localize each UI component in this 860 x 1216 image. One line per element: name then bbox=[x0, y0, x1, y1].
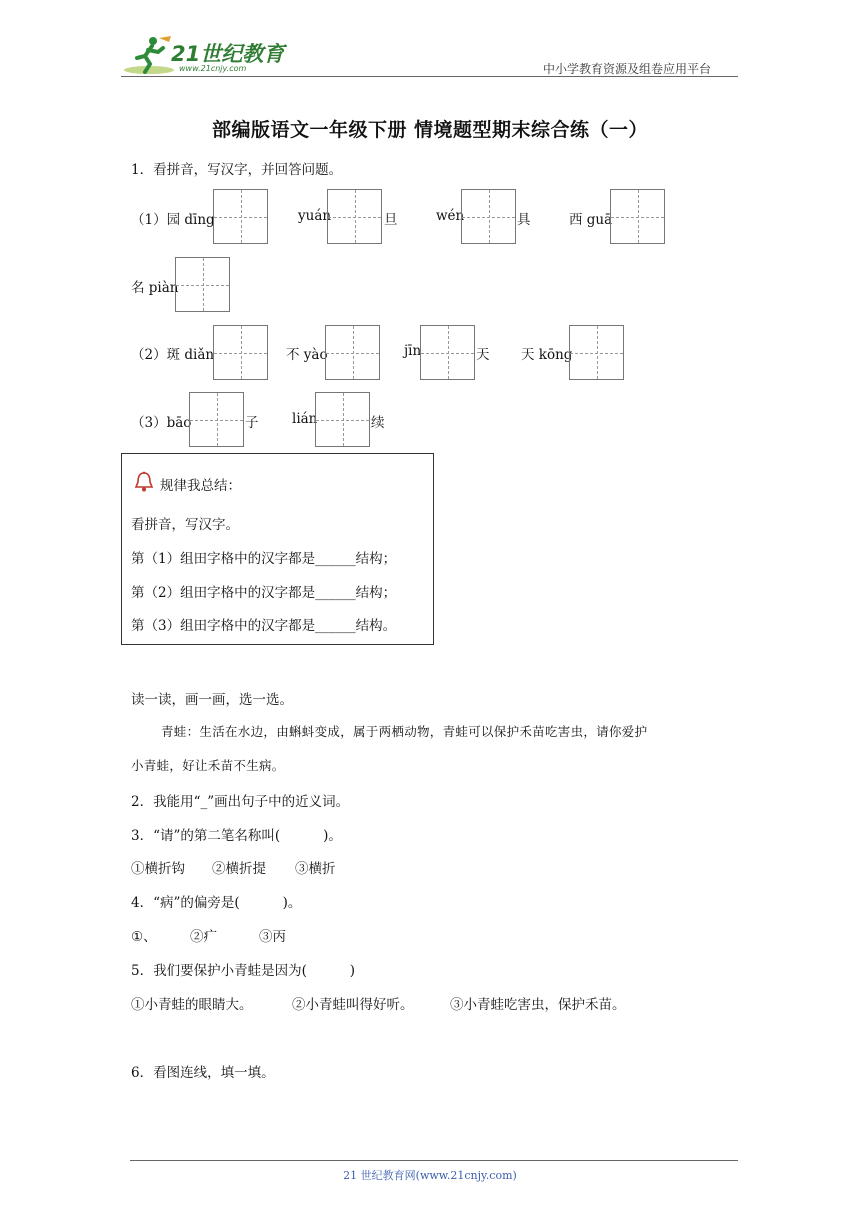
g3-label: （3）bāo bbox=[131, 415, 192, 431]
platform-name: 中小学教育资源及组卷应用平台 bbox=[543, 62, 712, 76]
tianzi-grid[interactable] bbox=[610, 189, 665, 244]
question-6: 6．看图连线，填一填。 bbox=[131, 1065, 275, 1081]
q3-option-1[interactable]: ①横折钩 bbox=[131, 861, 185, 877]
pinyin-mingpian: 名 piàn bbox=[131, 280, 179, 296]
pinyin-jin: jīn bbox=[404, 343, 422, 359]
pinyin-wen: wén bbox=[436, 208, 465, 224]
q5-option-1[interactable]: ①小青蛙的眼睛大。 bbox=[131, 997, 253, 1013]
question-1-prompt: 1．看拼音，写汉字，并回答问题。 bbox=[131, 162, 343, 178]
runner-icon bbox=[123, 34, 175, 76]
char-tian: 天 bbox=[476, 347, 490, 363]
tianzi-grid[interactable] bbox=[315, 392, 370, 447]
pinyin-tiankong: 天 kōng bbox=[521, 347, 573, 363]
tianzi-grid[interactable] bbox=[325, 325, 380, 380]
rules-line-4: 第（3）组田字格中的汉字都是______结构。 bbox=[131, 618, 397, 634]
question-4-prompt: 4．“病”的偏旁是( )。 bbox=[131, 895, 302, 911]
header-rule bbox=[121, 76, 738, 77]
tianzi-grid[interactable] bbox=[175, 257, 230, 312]
pinyin-yuan: yuán bbox=[298, 208, 332, 224]
reading-passage-line-2: 小青蛙，好让禾苗不生病。 bbox=[131, 758, 285, 773]
question-3-prompt: 3．“请”的第二笔名称叫( )。 bbox=[131, 828, 342, 844]
tianzi-grid[interactable] bbox=[327, 189, 382, 244]
footer-rule bbox=[130, 1160, 738, 1161]
tianzi-grid[interactable] bbox=[213, 189, 268, 244]
rules-title: 规律我总结： bbox=[160, 478, 241, 494]
char-dan: 旦 bbox=[384, 212, 398, 228]
rules-line-1: 看拼音，写汉字。 bbox=[131, 517, 239, 533]
tianzi-grid[interactable] bbox=[189, 392, 244, 447]
bell-icon bbox=[134, 471, 154, 493]
q3-option-2[interactable]: ②横折提 bbox=[212, 861, 266, 877]
char-ju: 具 bbox=[517, 212, 531, 228]
q5-option-2[interactable]: ②小青蛙叫得好听。 bbox=[292, 997, 414, 1013]
reading-passage-line-1: 青蛙：生活在水边，由蝌蚪变成，属于两栖动物，青蛙可以保护禾苗吃害虫，请你爱护 bbox=[161, 724, 648, 739]
tianzi-grid[interactable] bbox=[461, 189, 516, 244]
pinyin-xigua: 西 guā bbox=[569, 212, 613, 228]
q4-option-1[interactable]: ①、 bbox=[131, 929, 157, 945]
q3-option-3[interactable]: ③横折 bbox=[295, 861, 336, 877]
pinyin-lian: lián bbox=[292, 411, 318, 427]
g2-label: （2）斑 diǎn bbox=[131, 347, 215, 363]
logo-text: 21世纪教育 bbox=[171, 42, 285, 66]
rules-line-3: 第（2）组田字格中的汉字都是______结构； bbox=[131, 585, 397, 601]
page-title: 部编版语文一年级下册 情境题型期末综合练（一） bbox=[211, 119, 649, 141]
tianzi-grid[interactable] bbox=[213, 325, 268, 380]
site-logo bbox=[123, 34, 293, 76]
g1-label: （1）园 dīng bbox=[131, 212, 215, 228]
q4-option-3[interactable]: ③丙 bbox=[259, 929, 286, 945]
q5-option-3[interactable]: ③小青蛙吃害虫，保护禾苗。 bbox=[450, 997, 626, 1013]
rules-line-2: 第（1）组田字格中的汉字都是______结构； bbox=[131, 551, 397, 567]
question-2: 2．我能用“_”画出句子中的近义词。 bbox=[131, 794, 350, 810]
question-5-prompt: 5．我们要保护小青蛙是因为( ) bbox=[131, 963, 356, 979]
logo-url: www.21cnjy.com bbox=[179, 64, 247, 73]
pinyin-buyao: 不 yào bbox=[286, 347, 328, 363]
reading-intro: 读一读，画一画，选一选。 bbox=[131, 692, 293, 708]
tianzi-grid[interactable] bbox=[420, 325, 475, 380]
char-zi: 子 bbox=[245, 415, 259, 431]
char-xu: 续 bbox=[371, 415, 385, 431]
footer-text[interactable]: 21 世纪教育网(www.21cnjy.com) bbox=[343, 1169, 517, 1182]
q4-option-2[interactable]: ②疒 bbox=[190, 929, 217, 945]
tianzi-grid[interactable] bbox=[569, 325, 624, 380]
